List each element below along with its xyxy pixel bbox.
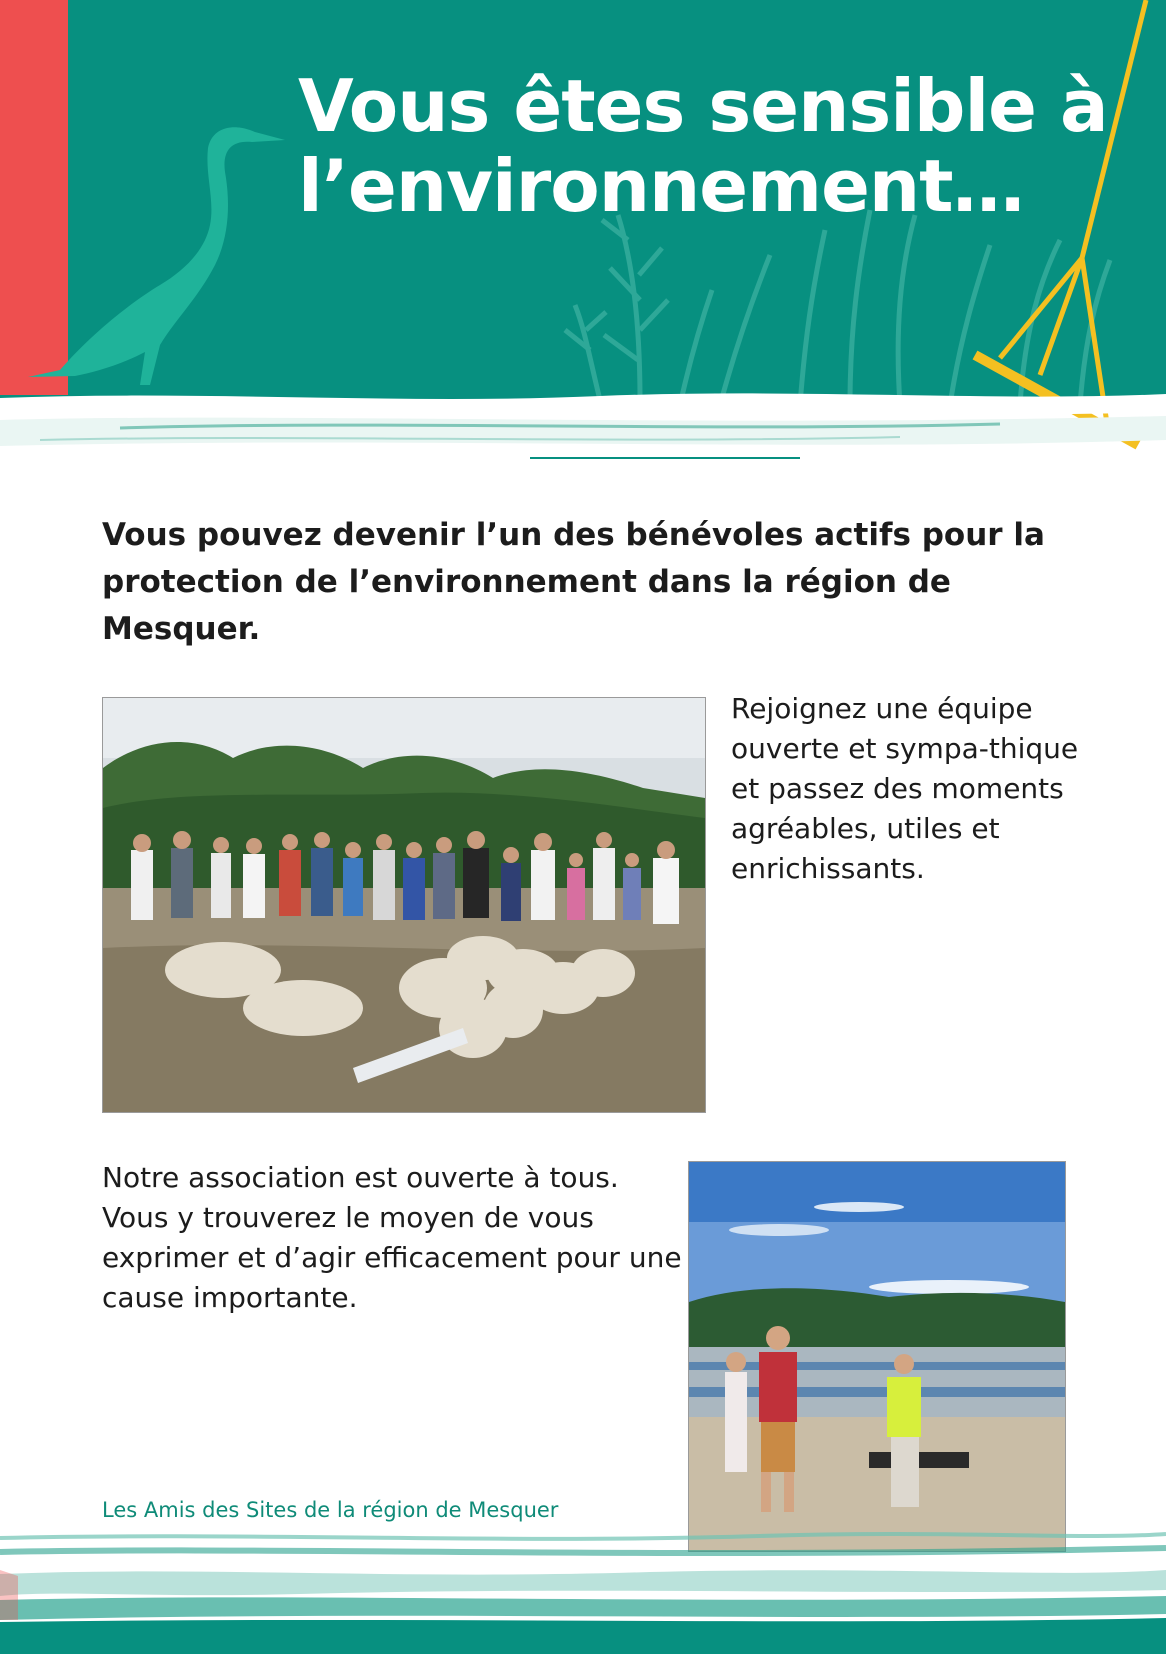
title-line-2: l’environnement… — [298, 144, 1024, 228]
header-banner — [0, 0, 1166, 460]
intro-lead: Vous pouvez devenir l’un des bénévoles actifs pour la protection de l’environnement dans la région de Mesquer. — [102, 517, 1045, 647]
footer-band — [0, 1530, 1166, 1654]
footer-brush-strokes — [0, 1530, 1166, 1654]
team-description: Rejoignez une équipe ouverte et sympa-thique et passez des moments agréables, utiles et enrichissants. — [731, 692, 1079, 885]
red-side-bar — [0, 0, 68, 395]
photo-salt-marsh-visit — [688, 1161, 1066, 1552]
association-description: Notre association est ouverte à tous. Vous y trouverez le moyen de vous exprimer et d’agir efficacement pour une cause importante. — [102, 1161, 682, 1314]
organization-name: Les Amis des Sites de la région de Mesquer — [102, 1498, 559, 1522]
photo-sheep-volunteers — [102, 697, 706, 1113]
page-title — [298, 66, 1118, 226]
title-line-1: Vous êtes sensible à — [298, 64, 1108, 148]
